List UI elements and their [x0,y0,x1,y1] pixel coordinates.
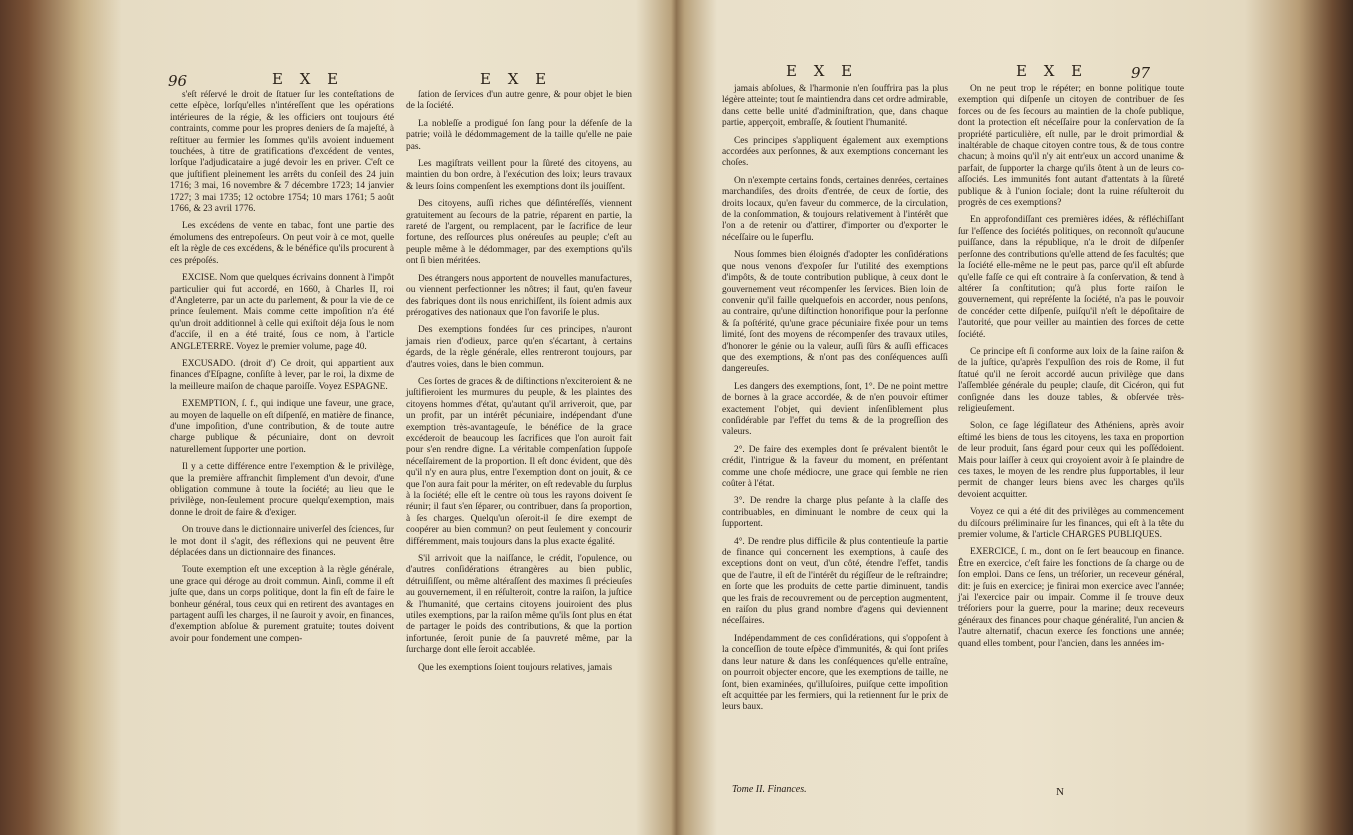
paragraph: 2°. De faire des exemples dont ſe prévalent bientôt le crédit, l'intrigue & la faveur du moment, en préſentant comme une choſe médiocre, une grace qui ſemble ne rien coûter à l'état. [722,444,948,489]
paragraph: On trouve dans le dictionnaire univerſel des ſciences, ſur le mot dont il s'agit, des réflexions qui ne peuvent être déplacées dans un dictionnaire des finances. [170,525,394,559]
paragraph: 3°. De rendre la charge plus peſante à la claſſe des contribuables, en diminuant le nombre de ceux qui la ſupportent. [722,496,948,530]
paragraph: Ces principes s'appliquent également aux exemptions accordées aux perſonnes, & aux exemptions concernant les choſes. [722,135,948,169]
paragraph: Indépendamment de ces conſidérations, qui s'oppoſent à la conceſſion de toute eſpèce d'immunités, & qui ſont priſes dans leur nature & dans les conſéquences qu'elle entraîne, on pourroit objecter encore, que les exemptions de taille, ne ſont, bien examinées, qu'illuſoires, puiſque cette impoſition eſt acquittée par les fermiers, qui la retiennent ſur le prix de leurs baux. [722,633,948,713]
paragraph: On n'exempte certains fonds, certaines denrées, certaines marchandiſes, des droits d'entrée, de ceux de ſortie, des droits locaux, qu'en faveur du commerce, de la circulation, de la conſommation, & toujours relativement à l'intérêt que l'on a de retenir ou d'attirer, d'importer ou d'exporter le néceſſaire ou le ſuperflu. [722,175,948,243]
footer-tome: Tome II. Finances. [732,784,807,795]
paragraph: EXCISE. Nom que quelques écrivains donnent à l'impôt particulier qui fut accordé, en 1660, à Charles II, roi d'Angleterre, par un acte du parlement, & pour la vie de ce prince ſeulement. Mais comme cette impoſition n'a été qu'un droit additionnel à celle qui exiſtoit déja ſous le nom d'acciſe, il en a été traité, ſous ce nom, à l'article ANGLETERRE. Voyez le premier volume, page 40. [170,273,394,352]
left-column-1 [170,90,394,651]
page-number-left: 96 [168,72,188,90]
paragraph: Les magiſtrats veillent pour la ſûreté des citoyens, au maintien du bon ordre, à l'exécution des loix; leurs travaux & leurs ſoins compenſent les exemptions dont ils jouiſſent. [406,159,632,192]
right-column-2 [958,84,1184,656]
paragraph: La nobleſſe a prodigué ſon ſang pour la défenſe de la patrie; voilà le dédommagement de la taille qu'elle ne paie pas. [406,118,632,152]
left-column-2 [406,90,632,680]
right-page [676,0,1353,835]
running-head-right-1: E X E [786,62,859,80]
paragraph: jamais abſolues, & l'harmonie n'en ſouffrira pas la plus légère atteinte; tout ſe maintiendra dans cet ordre admirable, dans cette belle unité d'adminiſtration, que, dans chaque partie, apperçoit, embraſſe, & ſoutient l'humanité. [722,84,948,129]
paragraph: On ne peut trop le répéter; en bonne politique toute exemption qui diſpenſe un citoyen de contribuer de ſes forces ou de ſes ſecours au maintien de la choſe publique, dont la protection eſt néceſſaire pour la conſervation de ſa propriété particulière, eſt nulle, par le droit primordial & inaltérable de chaque citoyen contre tous, & de tous contre chacun; à moins qu'il n'y ait entr'eux un accord unanime & parfait, de ſupporter la charge qu'ils ôtent à un de leurs co-aſſociés. Les immunités font autant d'attentats à la ſûreté publique & à l'union ſociale; dont la ruine réſulteroit du progrès de ces exemptions? [958,84,1184,209]
paragraph: ſation de ſervices d'un autre genre, & pour objet le bien de la ſociété. [406,90,632,112]
running-head-left-2: E X E [480,70,553,88]
paragraph: Il y a cette différence entre l'exemption & le privilège, que la première affranchit ſimplement d'un devoir, d'une obligation commune à toute la ſociété; au lieu que le privilège, non-ſeulement procure quelqu'exemption, mais donne le droit de faire & d'exiger. [170,462,394,518]
paragraph: Des étrangers nous apportent de nouvelles manufactures, ou viennent perfectionner les nôtres; il faut, qu'en faveur des fabriques dont ils nous enrichiſſent, ils ſoient admis aux prérogatives des nationaux que l'on favoriſe le plus. [406,273,632,318]
paragraph: Nous ſommes bien éloignés d'adopter les conſidérations que nous venons d'expoſer ſur l'utilité des exemptions d'impôts, & de toute contribution publique, à ceux dont le gouvernement veut récompenſer les ſervices. Bien loin de convenir qu'il faille quelquefois en accorder, nous penſons, au contraire, qu'une diſtinction honorifique pour la perſonne & ſa poſtérité, qu'une grace pécuniaire fixée pour un tems limité, ſont des moyens de récompenſer des travaux utiles, d'honorer le génie ou la valeur, auſſi ſûrs & auſſi efficaces que des exemptions, & n'ont pas des conſéquences auſſi dangereuſes. [722,250,948,375]
paragraph: Des exemptions fondées ſur ces principes, n'auront jamais rien d'odieux, parce qu'en s'écartant, à certains égards, de la règle générale, elles rentreront toujours, par d'autres voies, dans le bien commun. [406,325,632,370]
right-column-1 [722,84,948,720]
paragraph: Voyez ce qui a été dit des privilèges au commencement du diſcours préliminaire ſur les finances, qui eſt à la tête du premier volume, & l'article CHARGES PUBLIQUES. [958,507,1184,541]
signature-mark: N [1056,786,1064,798]
left-page [0,0,676,835]
page-number-right: 97 [1131,64,1151,82]
paragraph: EXCUSADO. (droit d') Ce droit, qui appartient aux finances d'Eſpagne, conſiſte à lever, par le roi, la dixme de la meilleure maiſon de chaque paroiſſe. Voyez ESPAGNE. [170,358,394,392]
running-head-right-2: E X E [1016,62,1089,80]
paragraph: EXEMPTION, ſ. f., qui indique une faveur, une grace, au moyen de laquelle on eſt diſpenſé, en matière de finance, d'une impoſition, d'une contribution, & de toute autre charge publique & pécuniaire, dont on devroit naturellement ſupporter une portion. [170,399,394,455]
paragraph: Ce principe eſt ſi conforme aux loix de la ſaine raiſon & de la juſtice, qu'après l'expulſion des rois de Rome, il fut ſtatué qu'il ne ſeroit accordé aucun privilège que dans l'aſſemblée générale du peuple; clauſe, dit Cicéron, qui fut conſignée dans les douze tables, & obſervée très-religieuſement. [958,346,1184,414]
paragraph: 4°. De rendre plus difficile & plus contentieuſe la partie de finance qui concernent les exemptions, à cauſe des exceptions dont on veut, d'un côté, étendre l'effet, tandis que de l'autre, il eſt de l'intérêt du régiſſeur de le reſtraindre; en ſorte que les produits de cette partie diminuent, tandis que les frais de recouvrement ou de perception augmentent, en raiſon du plus grand nombre d'agens qui deviennent néceſſaires. [722,536,948,627]
paragraph: En approfondiſſant ces premières idées, & réfléchiſſant ſur l'eſſence des ſociétés politiques, on reconnoît qu'aucune puiſſance, dans la république, n'a le droit de diſpenſer perſonne des contributions qu'elle attend de ſes facultés; que la ſociété elle-même ne le peut pas, parce qu'il eſt abſurde qu'elle faſſe ce qui eſt contraire à ſa conſervation, & tend à altérer ſa conſtitution; qu'à plus forte raiſon le gouvernement, qui repréſente la ſociété, n'a pas le pouvoir de concéder cette diſpenſe, puiſqu'il n'eſt le dépoſitaire de l'autorité, que pour veiller au maintien des forces de cette ſociété. [958,215,1184,340]
paragraph: Solon, ce ſage légiſlateur des Athéniens, après avoir eſtimé les biens de tous les citoyens, les taxa en proportion de leur produit, ſans égard pour ceux qui les poſſédoient. Mais pour laiſſer à ceux qui croyoient avoir à ſe plaindre de ces taxes, le moyen de les rendre plus ſupportables, il leur permit de changer leurs biens avec les charges qu'ils devoient acquitter. [958,421,1184,500]
running-head-left-1: E X E [272,70,345,88]
paragraph: S'il arrivoit que la naiſſance, le crédit, l'opulence, ou d'autres conſidérations étrangères au bien public, détruiſiſſent, ou même altéraſſent des maximes ſi précieuſes au gouvernement, il en réſulteroit, contre la raiſon, la juſtice & l'humanité, que certains citoyens jouiroient des plus utiles exemptions, par la raiſon même qu'ils ſont plus en état de partager le poids des contributions, & que la portion infortunée, ſeroit punie de ſa pauvreté même, par la ſurcharge dont elle ſeroit accablée. [406,554,632,656]
paragraph: Des citoyens, auſſi riches que déſintéreſſés, viennent gratuitement au ſecours de la patrie, réparent en partie, la rareté de l'argent, ou remplacent, par le ſacrifice de leur fortune, des reſſources plus onéreuſes au peuple; c'eſt au peuple même à le dédommager, par des exemptions qu'ils ont ſi bien méritées. [406,199,632,267]
paragraph: Les excédens de vente en tabac, font une partie des émolumens des entrepoſeurs. On peut voir à ce mot, quelle eſt la règle de ces excédens, & le bénéfice qu'ils procurent à ces prépoſés. [170,221,394,266]
paragraph: Les dangers des exemptions, ſont, 1°. De ne point mettre de bornes à la grace accordée, & de n'en pouvoir eſtimer exactement l'objet, qui devient inſenſiblement plus conſidérable par l'effet du tems & de la progreſſion des valeurs. [722,381,948,438]
paragraph: s'eſt réſervé le droit de ſtatuer ſur les conteſtations de cette eſpèce, lorſqu'elles n'intéreſſent que les opérations intérieures de la régie, & les officiers ont toujours été contraints, comme pour les propres deniers de ſa majeſté, à reſtituer au fermier les ſommes qu'ils avoient induement touchées, à titre de gratifications d'excédent de ventes, lorſque l'adjudicataire a jugé devoir les en priver. C'eſt ce que juſtifient pleinement les arrêts du conſeil des 24 juin 1716; 3 mai, 16 novembre & 7 décembre 1723; 14 janvier 1727; 3 mai 1735; 12 octobre 1754; 10 mars 1761; 5 août 1766, & 23 avril 1776. [170,90,394,215]
paragraph: Ces ſortes de graces & de diſtinctions n'exciteroient & ne juſtifieroient les murmures du peuple, & les plaintes des citoyens hommes d'état, qu'autant qu'il arriveroit, que, par un profit, par un intérêt pécuniaire, indépendant d'une exemption très-avantageuſe, le bénéfice de la grace excéderoit de beaucoup les ſacrifices que l'on auroit fait pour s'en rendre digne. La véritable compenſation ſuppoſe néceſſairement de la proportion. Il eſt donc évident, que dès qu'il n'y en aura plus, entre l'exemption dont on jouit, & ce que l'on aura fait pour la mériter, on eſt redevable du ſurplus à la ſociété; elle eſt le centre où tous les rayons doivent ſe réunir; il faut s'en ſéparer, ou contribuer, dans ſa proportion, à ſes charges. Quelqu'un oſeroit-il ſe dire exempt de coopérer au bien commun? on peut ſeulement y concourir différemment, mais toujours dans la plus exacte égalité. [406,376,632,547]
paragraph: Que les exemptions ſoient toujours relatives, jamais [418,662,612,673]
paragraph: EXERCICE, ſ. m., dont on ſe ſert beaucoup en finance. Être en exercice, c'eſt faire les fonctions de ſa charge ou de ſon emploi. Dans ce ſens, un tréſorier, un receveur général, dit: je ſuis en exercice; je finirai mon exercice avec l'année; j'ai l'exercice pair ou impair. Comme il ſe trouve deux tréſoriers pour la guerre, pour la marine; deux receveurs généraux des finances pour chaque généralité, l'un ancien & l'autre alternatif, chacun exerce ſes fonctions une année; quand elles tombent, pour l'ancien, dans les années im- [958,547,1184,649]
paragraph: Toute exemption eſt une exception à la règle générale, une grace qui déroge au droit commun. Ainſi, comme il eſt juſte que, dans un corps politique, dont la fin eſt de faire le bonheur général, tous ceux qui en retirent des avantages en partagent auſſi les charges, il ne ſauroit y avoir, en finances, d'exemption abſolue & purement gratuite; toutes doivent avoir pour fondement une compen- [170,565,394,644]
